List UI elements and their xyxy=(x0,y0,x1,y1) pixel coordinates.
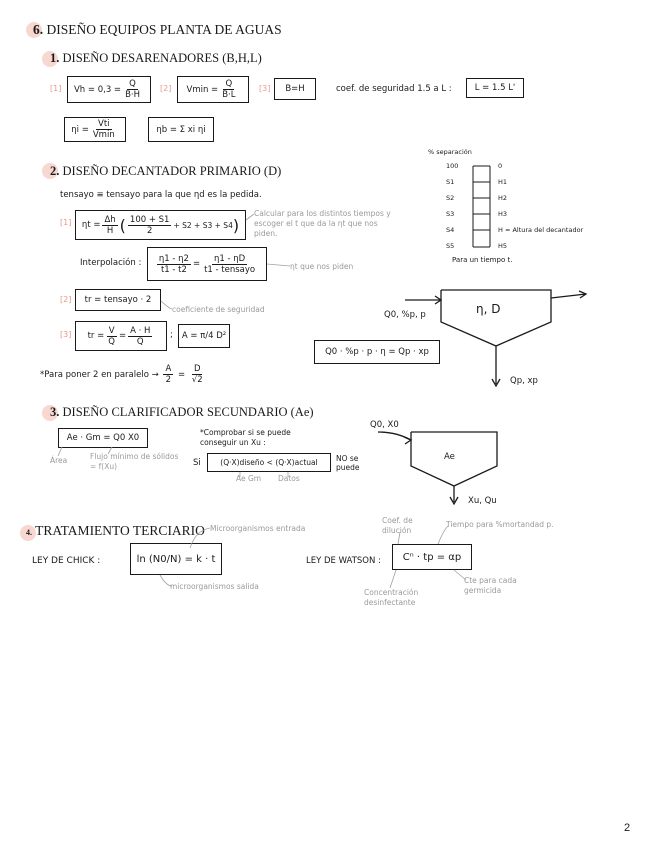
legend-row-right: H5 xyxy=(498,242,508,250)
fraction-den: 2 xyxy=(165,375,172,385)
subsection-number: 2. xyxy=(50,164,60,178)
fraction-num: Q xyxy=(225,79,233,89)
legend-title: % separación xyxy=(428,148,472,156)
fraction xyxy=(102,215,117,236)
formula-interpolation xyxy=(147,247,267,281)
formula-vh xyxy=(67,76,151,103)
section-heading: DISEÑO EQUIPOS PLANTA DE AGUAS xyxy=(46,22,282,37)
subsection-title-decantador xyxy=(50,164,281,179)
subsection-number: 1. xyxy=(50,51,60,65)
subsection-title-desarenadores xyxy=(50,51,262,66)
clarificador-inflow-label: Q0, X0 xyxy=(370,420,399,430)
fraction xyxy=(220,79,237,100)
formula-text: + S2 + S3 + S4 xyxy=(173,220,233,230)
fraction-den: Vmin xyxy=(92,130,115,140)
fraction-num: Q xyxy=(129,79,136,89)
bracket-open: ( xyxy=(119,215,126,235)
note-coef: Coef. de dilución xyxy=(382,516,413,535)
fraction xyxy=(91,119,117,140)
fraction-num: A xyxy=(165,364,172,374)
fraction xyxy=(202,254,257,275)
legend-row-right: H3 xyxy=(498,210,508,218)
legend-column xyxy=(473,166,490,247)
legend-row-right: H = Altura del decantador xyxy=(498,226,584,234)
formula-text: tr = xyxy=(87,331,105,341)
fraction-den: t1 - t2 xyxy=(160,264,187,275)
formula-text: = xyxy=(177,370,186,380)
formula-text: Vh = 0,3 = xyxy=(73,84,122,95)
fraction-num: 100 + S1 xyxy=(129,214,170,225)
fraction-den: t1 - tensayo xyxy=(204,264,256,275)
section-number: 6. xyxy=(33,22,44,37)
formula-text: = xyxy=(192,259,201,269)
formula-area: A = π/4 D² xyxy=(178,324,230,348)
fraction xyxy=(106,326,117,347)
clarificador-tank-label: Ae xyxy=(444,452,455,462)
safety-coef-text: coef. de seguridad 1.5 a L : xyxy=(336,84,452,94)
formula-clarificador: Ae · Gm = Q0 X0 xyxy=(58,428,148,448)
fraction xyxy=(157,254,191,275)
fraction-num: V xyxy=(108,325,115,336)
page-number: 2 xyxy=(624,822,631,834)
legend-footer: Para un tiempo t. xyxy=(452,256,513,264)
chick-label: LEY DE CHICK : xyxy=(32,556,101,566)
formula-eta-i xyxy=(64,117,126,142)
interp-note: ηt que nos piden xyxy=(290,262,354,271)
tensayo-text: tensayo ≡ tensayo para la que ηd es la pedida. xyxy=(60,190,262,200)
subsection-heading: TRATAMIENTO TERCIARIO xyxy=(35,523,205,538)
legend-row-right: H1 xyxy=(498,178,508,186)
note-cte: Cte para cada germicida xyxy=(464,576,517,595)
fraction xyxy=(128,326,152,347)
reference-mark: [1] xyxy=(60,218,72,227)
fraction-den: Q xyxy=(108,336,115,347)
clarificador-tank xyxy=(378,432,497,504)
legend-row-left: S4 xyxy=(446,226,455,234)
fraction-num: A · H xyxy=(130,325,151,336)
fraction xyxy=(123,79,142,100)
note-tiempo: Tiempo para %mortandad p. xyxy=(446,520,554,529)
fraction-num: Δh xyxy=(104,214,116,225)
fraction xyxy=(190,364,205,385)
subsection-heading: DISEÑO DECANTADOR PRIMARIO (D) xyxy=(62,164,282,178)
reference-mark: [2] xyxy=(160,84,172,93)
legend-row-right: H2 xyxy=(498,194,508,202)
clarificador-outflow-label: Xu, Qu xyxy=(468,496,497,506)
si-label: Si xyxy=(193,458,201,468)
formula-text: ηi = xyxy=(71,124,89,135)
sub-right: Datos xyxy=(278,474,300,483)
formula-watson: Cⁿ · tp = αp xyxy=(392,544,472,570)
reference-mark: [3] xyxy=(60,330,72,339)
decantador-outflow-label: Qp, xp xyxy=(510,376,538,386)
formula-text: = xyxy=(118,331,127,341)
fraction-num: Vti xyxy=(98,119,110,129)
check-note: *Comprobar si se puede conseguir un Xu : xyxy=(200,428,291,447)
note-area: Área xyxy=(50,456,68,465)
formula-balance: Q0 · %p · p · η = Qp · xp xyxy=(314,340,440,364)
chick-note-top: Microorganismos entrada xyxy=(210,524,306,533)
formula-vmin xyxy=(177,76,249,103)
fraction-num: η1 - ηD xyxy=(213,253,246,264)
fraction-den: 2 xyxy=(146,225,153,236)
subsection-heading: DISEÑO DESARENADORES (B,H,L) xyxy=(62,51,262,65)
legend-row-left: S1 xyxy=(446,178,455,186)
chick-note-bottom: microorganismos salida xyxy=(170,582,259,591)
fraction-den: Q xyxy=(136,336,144,347)
subsection-title-terciario xyxy=(26,523,205,539)
decantador-tank-label: η, D xyxy=(476,302,501,316)
legend-row-left: 100 xyxy=(446,162,459,170)
reference-mark: [3] xyxy=(259,84,271,93)
fraction-num: η1 - η2 xyxy=(158,253,189,264)
interp-label: Interpolación : xyxy=(80,258,142,268)
fraction-den: B·H xyxy=(125,90,140,100)
section-title xyxy=(33,22,282,38)
fraction-num: D xyxy=(193,364,201,374)
paralelo-text xyxy=(40,364,207,385)
formula-text: ηt = xyxy=(81,220,101,230)
legend-row-left: S2 xyxy=(446,194,455,202)
watson-label: LEY DE WATSON : xyxy=(306,556,381,566)
formula-text: Vmin = xyxy=(186,84,219,95)
fraction xyxy=(128,215,172,236)
formula-tr: tr = tensayo · 2 xyxy=(75,289,161,311)
formula-bh: B=H xyxy=(274,78,316,100)
separator: ; xyxy=(170,330,173,340)
formula-chick: ln (N0/N) = k · t xyxy=(130,543,222,575)
tr-note: coeficiente de seguridad xyxy=(172,305,265,314)
note-flujo: Flujo mínimo de sólidos = f(Xu) xyxy=(90,452,179,471)
formula-eta-t xyxy=(75,210,246,240)
reference-mark: [2] xyxy=(60,295,72,304)
fraction-den: H xyxy=(106,225,114,236)
subsection-number: 4. xyxy=(26,528,32,537)
paralelo-label: *Para poner 2 en paralelo → xyxy=(40,370,159,380)
decantador-inflow-label: Q0, %p, p xyxy=(384,310,426,320)
formula-eta-b: ηb = Σ xi ηi xyxy=(148,117,214,142)
no-label: NO se puede xyxy=(336,454,360,472)
reference-mark: [1] xyxy=(50,84,62,93)
subsection-heading: DISEÑO CLARIFICADOR SECUNDARIO (Ae) xyxy=(62,405,314,419)
bracket-close: ) xyxy=(232,215,240,235)
legend-row-left: S5 xyxy=(446,242,455,250)
note-conc: Concentración desinfectante xyxy=(364,588,419,607)
formula-tr-volume xyxy=(75,321,167,351)
formula-l: L = 1.5 L' xyxy=(466,78,524,98)
subsection-number: 3. xyxy=(50,405,60,419)
fraction-den: √2 xyxy=(191,375,203,385)
sub-left: Ae Gm xyxy=(236,474,262,483)
formula-condition: (Q·X)diseño < (Q·X)actual xyxy=(207,453,331,472)
calc-note: Calcular para los distintos tiempos y escoger el t que da la ηt que nos piden. xyxy=(254,209,391,238)
fraction-den: B·L xyxy=(222,90,236,100)
fraction xyxy=(163,364,173,385)
legend-row-right: 0 xyxy=(498,162,503,170)
subsection-title-clarificador xyxy=(50,405,314,420)
legend-row-left: S3 xyxy=(446,210,455,218)
